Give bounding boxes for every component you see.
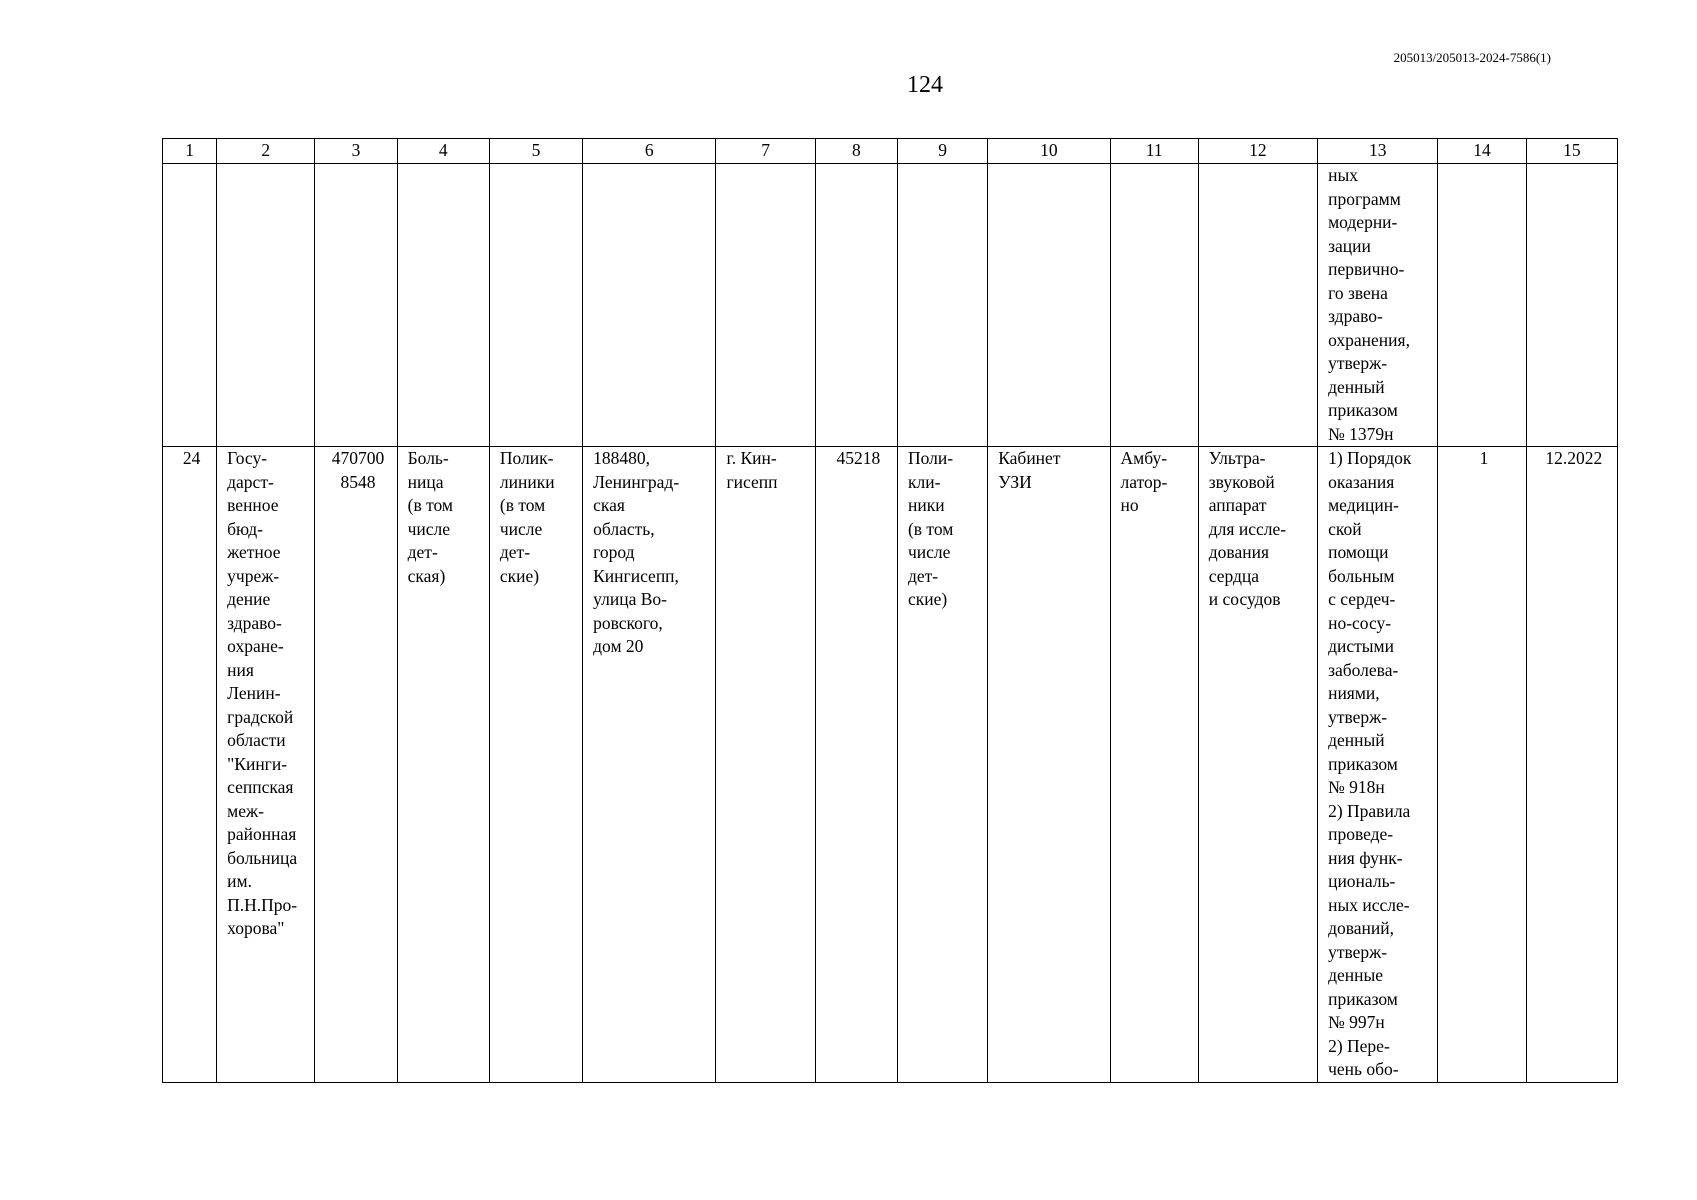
document-id: 205013/205013-2024-7586(1) (1393, 50, 1551, 65)
cell-text-line: здраво- (1328, 306, 1383, 326)
cell-text-line: 12.2022 (1545, 448, 1603, 468)
cell-empty (1198, 164, 1317, 447)
cell-empty (988, 164, 1110, 447)
cell-text-line: дарст- (227, 471, 274, 492)
cell-text-line: 2) Пере- (1328, 1035, 1390, 1056)
cell-text-line: 470700 (331, 448, 385, 468)
cell-text-line: Кабинет (998, 448, 1061, 468)
cell-text-line: ных (1328, 165, 1358, 185)
cell-text-line: жетное (227, 542, 281, 562)
cell-oktmo-code (815, 447, 897, 1083)
cell-text-line: № 918н (1328, 777, 1385, 797)
cell-text-line: числе (407, 518, 451, 539)
cell-text-line: гисепп (726, 471, 778, 492)
cell-text-line: 1) Порядок (1328, 448, 1412, 468)
cell-text-line: утверж- (1328, 941, 1388, 962)
cell-empty (397, 164, 489, 447)
column-number-8: 8 (815, 139, 897, 164)
cell-text-line: приказом (1328, 400, 1398, 420)
cell-text-line: № 997н (1328, 1012, 1385, 1032)
column-number-5: 5 (489, 139, 582, 164)
column-number-15: 15 (1526, 139, 1617, 164)
cell-text-line: Ленин- (227, 683, 281, 703)
cell-text-line: модерни- (1328, 212, 1398, 232)
cell-text-line: дет- (907, 565, 939, 586)
cell-text-line: кли- (907, 471, 941, 492)
cell-text-line: латор- (1120, 471, 1168, 492)
cell-empty (1438, 164, 1526, 447)
column-number-1: 1 (163, 139, 217, 164)
cell-text-line: для иссле- (1208, 518, 1287, 539)
cell-text-line: числе (907, 542, 951, 562)
cell-text-line: дение (227, 589, 271, 609)
cell-text-line: Полик- (499, 448, 554, 468)
cell-text-line: 188480, (593, 448, 650, 468)
cell-text-line: им. (227, 871, 252, 891)
column-number-2: 2 (217, 139, 315, 164)
cell-text-line: Ленинград- (593, 471, 680, 492)
cell-text-line: больница (227, 847, 298, 868)
cell-text-line: числе (499, 518, 543, 539)
cell-text-line: приказом (1328, 753, 1398, 774)
cell-empty (489, 164, 582, 447)
cell-facility-type (397, 447, 489, 1083)
cell-unit-type (489, 447, 582, 1083)
column-number-6: 6 (583, 139, 716, 164)
cell-text-line: денный (1328, 730, 1385, 750)
column-number-11: 11 (1110, 139, 1198, 164)
cell-text-line: сеппская (227, 777, 294, 797)
cell-empty (815, 164, 897, 447)
cell-text-line: дования (1208, 542, 1269, 562)
cell-text-line: го звена (1328, 282, 1388, 303)
cell-text-line: 1 (1479, 448, 1489, 468)
cell-empty (163, 164, 217, 447)
column-number-3: 3 (315, 139, 397, 164)
cell-text-line: (в том (907, 518, 954, 539)
cell-text-line: г. Кин- (726, 448, 777, 468)
cell-text-line: Кингисепп, (593, 565, 679, 586)
cell-text-line: ровского, (593, 612, 663, 633)
cell-quantity (1438, 447, 1526, 1083)
cell-text-line: больным (1328, 565, 1395, 586)
cell-empty (897, 164, 987, 447)
cell-text-line: область, (593, 518, 655, 539)
cell-text-line: здраво- (227, 612, 282, 633)
cell-text-line: сердца (1208, 565, 1260, 586)
cell-organization-name (217, 447, 315, 1083)
cell-text-line: программ (1328, 188, 1401, 209)
cell-date (1526, 447, 1617, 1083)
cell-legal-basis-continued (1318, 164, 1438, 447)
cell-text-line: ская) (407, 565, 446, 586)
cell-text-line: и сосудов (1208, 589, 1281, 609)
cell-text-line: утверж- (1328, 353, 1388, 373)
cell-text-line: дет- (407, 542, 438, 562)
column-number-9: 9 (897, 139, 987, 164)
continuation-row (163, 164, 1618, 447)
cell-text-line: 45218 (836, 448, 881, 468)
cell-text-line: но-сосу- (1328, 612, 1392, 633)
cell-empty (583, 164, 716, 447)
cell-text-line: венное (227, 495, 279, 515)
cell-text-line: первично- (1328, 259, 1405, 279)
cell-room (988, 447, 1110, 1083)
cell-empty (1526, 164, 1617, 447)
cell-text-line: утверж- (1328, 706, 1388, 727)
cell-text-line: чень обо- (1328, 1059, 1399, 1079)
cell-text-line: но (1120, 495, 1139, 515)
cell-text-line: линики (499, 471, 555, 492)
column-number-12: 12 (1198, 139, 1317, 164)
cell-text-line: дистыми (1328, 636, 1394, 656)
cell-empty (1110, 164, 1198, 447)
cell-text-line: (в том (407, 495, 453, 515)
cell-empty (217, 164, 315, 447)
cell-text-line: Госу- (227, 448, 268, 468)
cell-text-line: звуковой (1208, 471, 1275, 492)
cell-text-line: районная (227, 824, 297, 844)
register-table (162, 138, 1618, 1083)
cell-text-line: учреж- (227, 565, 280, 586)
cell-care-conditions (1110, 447, 1198, 1083)
cell-empty (315, 164, 397, 447)
cell-text-line: дом 20 (593, 636, 644, 656)
cell-text-line: дет- (499, 542, 531, 562)
cell-text-line: Амбу- (1120, 448, 1168, 468)
cell-department (897, 447, 987, 1083)
cell-text-line: дований, (1328, 918, 1395, 938)
cell-text-line: (в том (499, 495, 546, 515)
cell-text-line: ская (593, 495, 625, 515)
cell-text-line: ники (907, 495, 945, 515)
cell-text-line: охране- (227, 636, 284, 656)
cell-address (583, 447, 716, 1083)
cell-text-line: город (593, 542, 635, 562)
cell-text-line: ных иссле- (1328, 894, 1410, 915)
cell-text-line: Ультра- (1208, 448, 1266, 468)
cell-text-line: оказания (1328, 471, 1395, 492)
column-number-7: 7 (716, 139, 815, 164)
cell-text-line: Поли- (907, 448, 954, 468)
table-row-24 (163, 447, 1618, 1083)
page-number: 124 (907, 72, 943, 98)
cell-text-line: ница (407, 471, 444, 492)
cell-text-line: заболева- (1328, 659, 1399, 680)
column-number-10: 10 (988, 139, 1110, 164)
cell-empty (716, 164, 815, 447)
cell-text-line: циональ- (1328, 871, 1396, 891)
cell-text-line: помощи (1328, 542, 1389, 562)
cell-text-line: бюд- (227, 518, 263, 539)
cell-text-line: "Кинги- (227, 753, 288, 774)
cell-row-number (163, 447, 217, 1083)
cell-text-line: градской (227, 706, 294, 727)
cell-text-line: проведе- (1328, 824, 1394, 844)
cell-inn (315, 447, 397, 1083)
cell-text-line: области (227, 730, 286, 750)
column-number-4: 4 (397, 139, 489, 164)
cell-text-line: 24 (182, 448, 201, 468)
cell-text-line: ские) (907, 589, 948, 609)
cell-text-line: денный (1328, 376, 1385, 397)
cell-text-line: зации (1328, 235, 1371, 256)
cell-locality (716, 447, 815, 1083)
cell-text-line: УЗИ (998, 471, 1032, 492)
cell-text-line: приказом (1328, 988, 1398, 1009)
cell-text-line: ские) (499, 565, 540, 586)
cell-text-line: ния функ- (1328, 847, 1403, 868)
cell-text-line: ниями, (1328, 683, 1380, 703)
cell-text-line: П.Н.Про- (227, 894, 298, 915)
cell-text-line: улица Во- (593, 589, 667, 609)
cell-text-line: медицин- (1328, 495, 1399, 515)
cell-text-line: 8548 (340, 471, 376, 492)
cell-text-line: хорова" (227, 918, 285, 938)
cell-text-line: аппарат (1208, 495, 1267, 515)
cell-text-line: денные (1328, 965, 1384, 985)
cell-text-line: с сердеч- (1328, 589, 1396, 609)
column-number-row (163, 139, 1618, 164)
cell-text-line: ской (1328, 518, 1362, 539)
column-number-14: 14 (1438, 139, 1526, 164)
cell-text-line: № 1379н (1328, 423, 1394, 444)
cell-text-line: ния (227, 659, 254, 680)
cell-text-line: охранения, (1328, 329, 1410, 350)
cell-text-line: меж- (227, 800, 264, 821)
cell-legal-basis (1318, 447, 1438, 1083)
cell-text-line: 2) Правила (1328, 800, 1411, 821)
column-number-13: 13 (1318, 139, 1438, 164)
cell-equipment (1198, 447, 1317, 1083)
cell-text-line: Боль- (407, 448, 449, 468)
